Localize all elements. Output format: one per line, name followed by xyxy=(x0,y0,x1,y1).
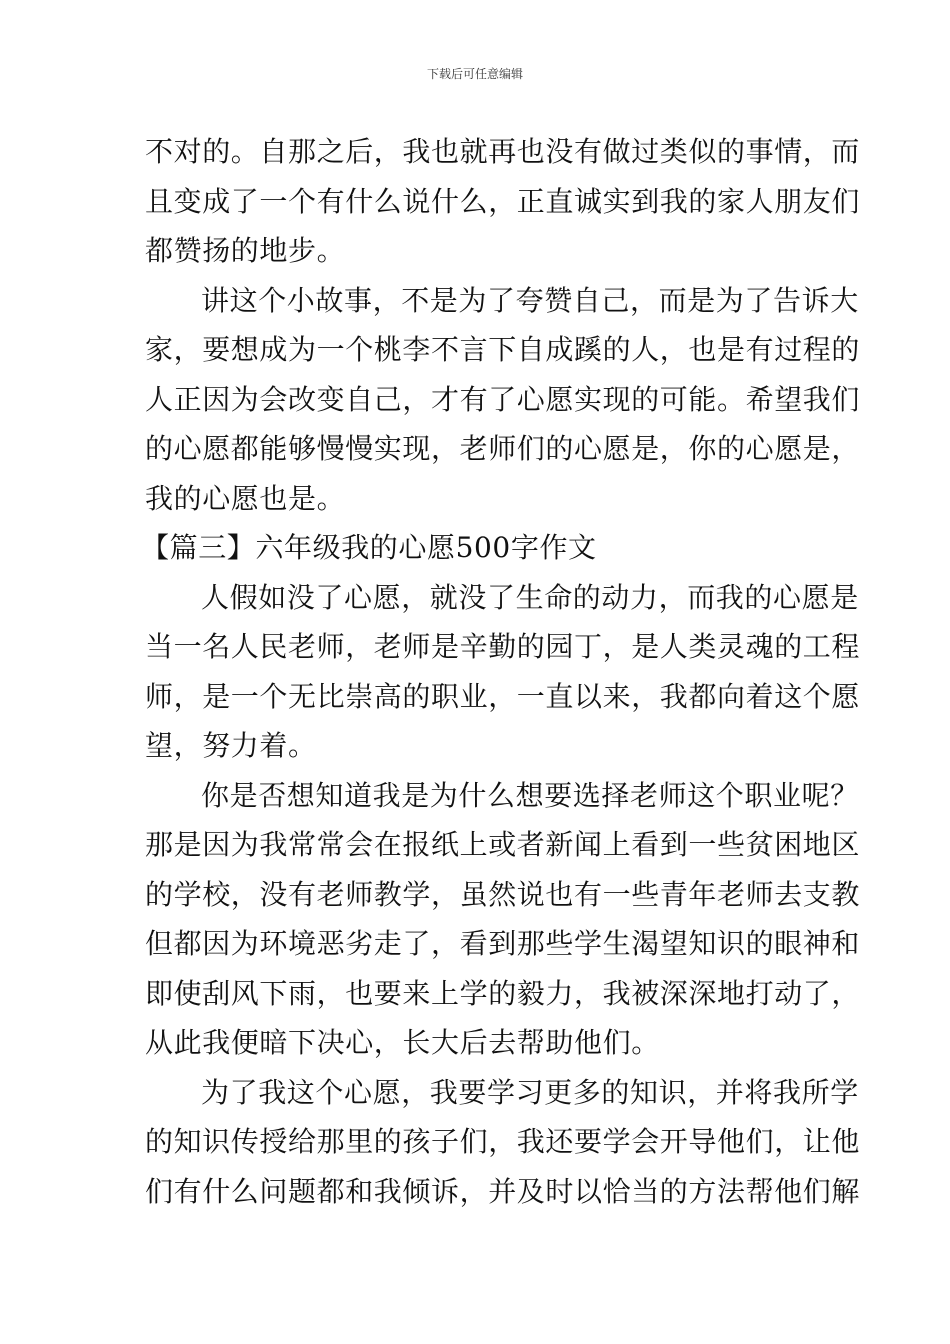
paragraph xyxy=(145,276,861,524)
text-line: 但都因为环境恶劣走了，看到那些学生渴望知识的眼神和 xyxy=(145,927,861,960)
text-line: 师，是一个无比崇高的职业，一直以来，我都向着这个愿 xyxy=(145,679,861,713)
text-line: 的知识传授给那里的孩子们，我还要学会开导他们，让他 xyxy=(145,1125,861,1158)
text-line: 不对的。自那之后，我也就再也没有做过类似的事情，而 xyxy=(145,135,861,168)
text-line: 你是否想知道我是为什么想要选择老师这个职业呢？ xyxy=(201,778,859,812)
text-line: 的心愿都能够慢慢实现，老师们的心愿是，你的心愿是， xyxy=(145,432,861,465)
text-line: 人假如没了心愿，就没了生命的动力，而我的心愿是 xyxy=(201,580,859,614)
paragraph-continuation xyxy=(145,127,861,276)
text-line: 们有什么问题都和我倾诉，并及时以恰当的方法帮他们解 xyxy=(145,1174,861,1208)
section-heading-text: 【篇三】六年级我的心愿500字作文 xyxy=(141,531,597,564)
text-line: 且变成了一个有什么说什么，正直诚实到我的家人朋友们 xyxy=(145,184,861,218)
text-line: 家，要想成为一个桃李不言下自成蹊的人，也是有过程的 xyxy=(145,333,861,366)
text-line: 那是因为我常常会在报纸上或者新闻上看到一些贫困地区 xyxy=(145,828,861,861)
text-line: 的学校，没有老师教学，虽然说也有一些青年老师去支教 xyxy=(145,877,861,911)
text-line: 人正因为会改变自己，才有了心愿实现的可能。希望我们 xyxy=(145,382,861,416)
text-line: 都赞扬的地步。 xyxy=(145,234,346,267)
section-heading xyxy=(141,523,810,573)
text-line: 讲这个小故事，不是为了夸赞自己，而是为了告诉大 xyxy=(201,283,859,317)
text-line: 为了我这个心愿，我要学习更多的知识，并将我所学 xyxy=(201,1075,859,1109)
text-line: 望，努力着。 xyxy=(145,729,317,762)
paragraph xyxy=(145,1068,861,1217)
text-line: 从此我便暗下决心，长大后去帮助他们。 xyxy=(145,1026,660,1059)
paragraph xyxy=(145,573,861,771)
text-line: 我的心愿也是。 xyxy=(145,481,346,515)
page-header: 下载后可任意编辑 xyxy=(426,67,523,81)
paragraph xyxy=(145,771,861,1068)
text-line: 当一名人民老师，老师是辛勤的园丁，是人类灵魂的工程 xyxy=(145,630,861,663)
text-line: 即使刮风下雨，也要来上学的毅力，我被深深地打动了， xyxy=(145,976,861,1010)
document-body xyxy=(141,127,861,1216)
